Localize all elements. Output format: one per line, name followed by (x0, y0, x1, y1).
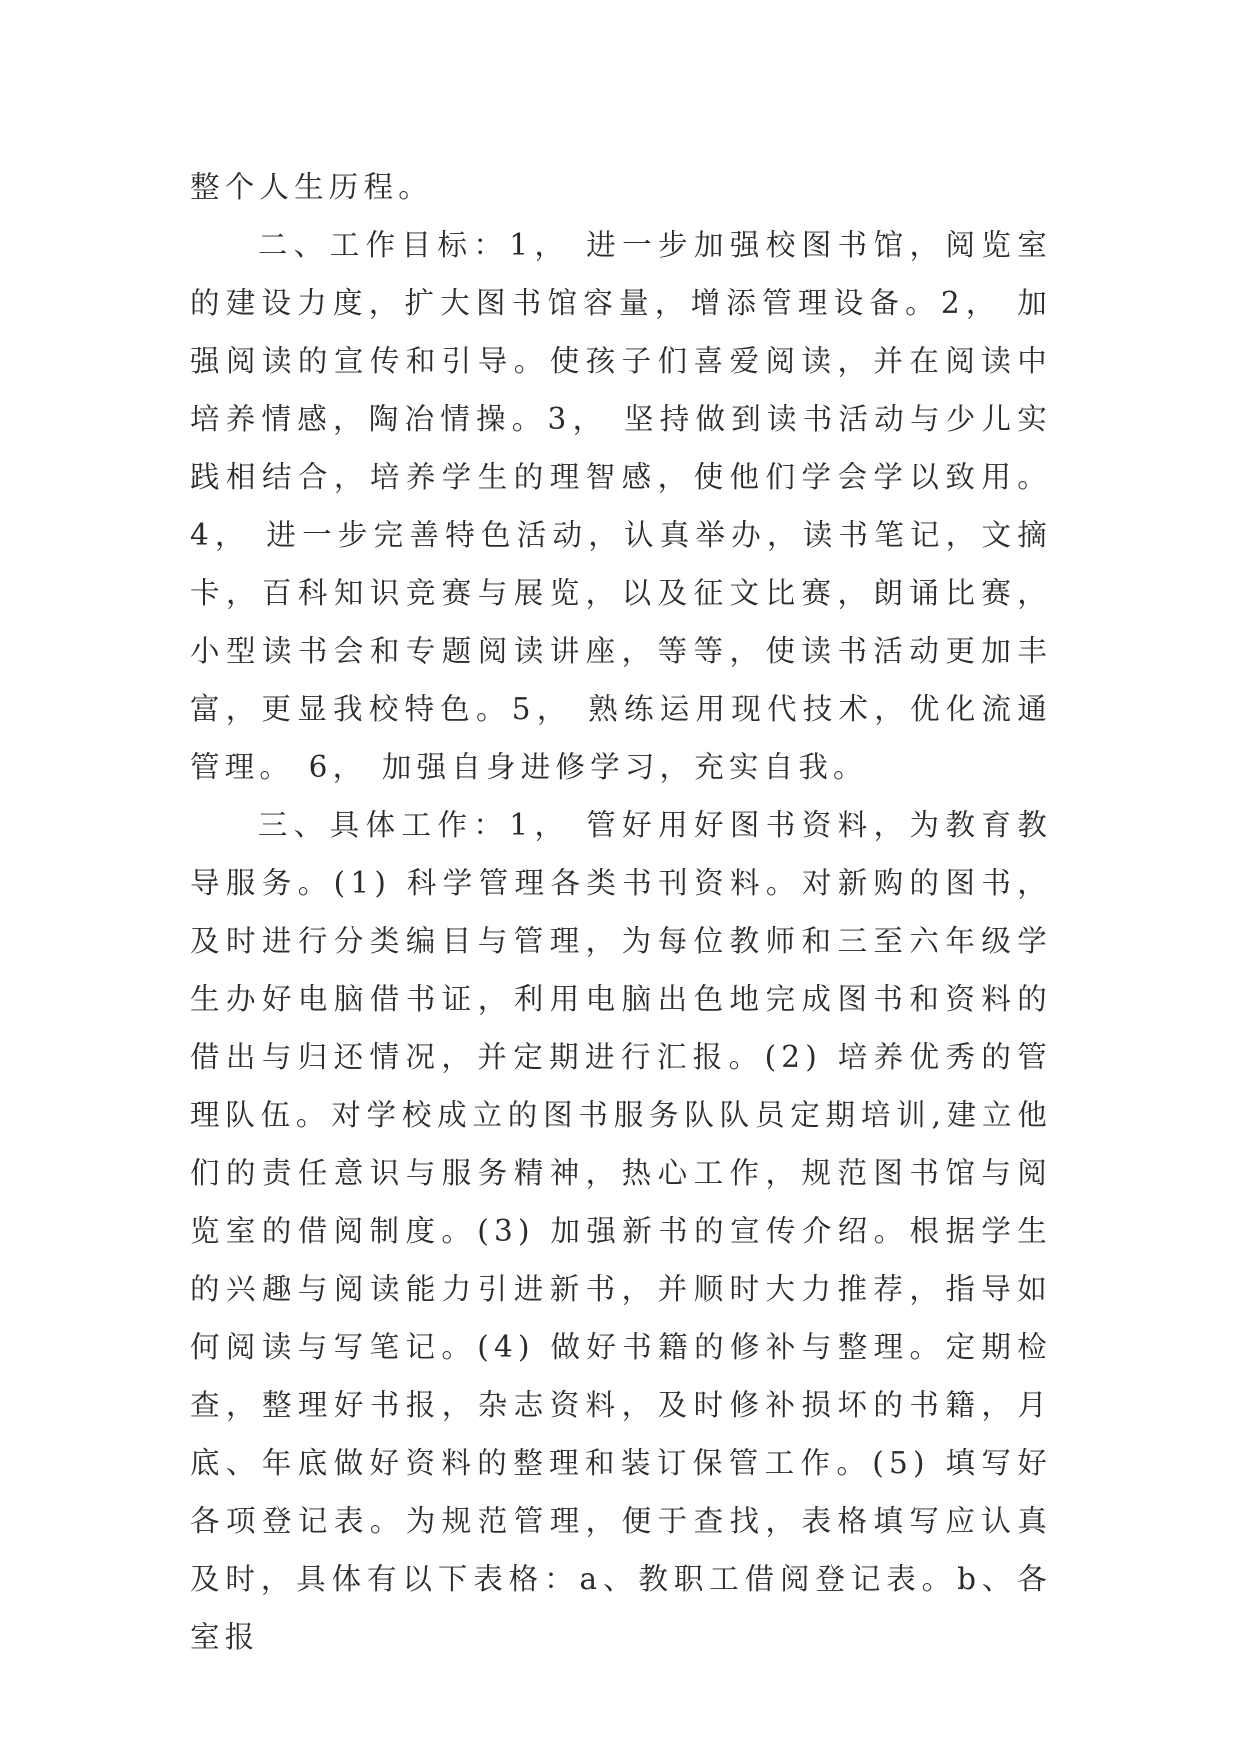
paragraph-work-goals: 二、工作目标：1， 进一步加强校图书馆，阅览室的建设力度，扩大图书馆容量，增添管理设备。2， 加强阅读的宣传和引导。使孩子们喜爱阅读，并在阅读中培养情感，陶冶情操。3， 坚持做到读书活动与少儿实践相结合，培养学生的理智感，使他们学会学以致用。4， 进一步完善特色活动，认真举办，读书笔记，文摘卡，百科知识竞赛与展览，以及征文比赛，朗诵比赛，小型读书会和专题阅读讲座，等等，使读书活动更加丰富，更显我校特色。5， 熟练运用现代技术，优化流通管理。 6， 加强自身进修学习，充实自我。 (190, 228, 1052, 784)
document-body (190, 158, 1052, 1666)
paragraph-continuation: 整个人生历程。 (190, 170, 433, 204)
paragraph-specific-work: 三、具体工作：1， 管好用好图书资料，为教育教导服务。(1) 科学管理各类书刊资料。对新购的图书，及时进行分类编目与管理，为每位教师和三至六年级学生办好电脑借书证，利用电脑出色地完成图书和资料的借出与归还情况，并定期进行汇报。(2) 培养优秀的管理队伍。对学校成立的图书服务队队员定期培训,建立他们的责任意识与服务精神，热心工作，规范图书馆与阅览室的借阅制度。(3) 加强新书的宣传介绍。根据学生的兴趣与阅读能力引进新书，并顺时大力推荐，指导如何阅读与写笔记。(4) 做好书籍的修补与整理。定期检查，整理好书报，杂志资料，及时修补损坏的书籍，月底、年底做好资料的整理和装订保管工作。(5) 填写好各项登记表。为规范管理，便于查找，表格填写应认真及时，具体有以下表格：a、教职工借阅登记表。b、各室报 (190, 808, 1052, 1654)
